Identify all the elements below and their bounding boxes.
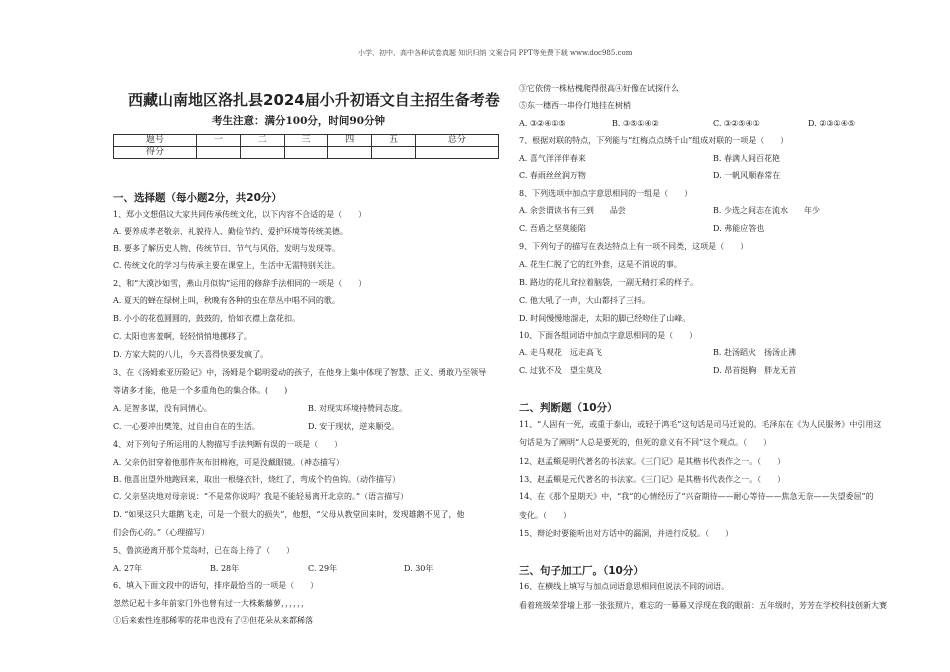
option: D. 弗能应答也 bbox=[713, 224, 765, 233]
question-16: 16、在横线上填写与加点词语意思相同但说法不同的词语。 bbox=[519, 582, 730, 591]
question-6-text: 忽然记起十多年前家门外也曾有过一大株紫藤萝，，，，，， bbox=[113, 599, 309, 608]
option: D. 方家大院的八儿，今天喜得快要发疯了。 bbox=[113, 350, 269, 359]
score-input-cell[interactable] bbox=[372, 147, 416, 159]
option: A. 夏天的蝉在绿树上叫，秋晚有各种的虫在草丛中唱不同的歌。 bbox=[113, 296, 340, 305]
question-6: 6、填入下面文段中的语句，排序最恰当的一项是（ ） bbox=[113, 581, 319, 590]
option: B. 28年 bbox=[210, 564, 240, 573]
option: B. 他喜出望外地跑回来，取出一根缝衣针，烧红了，弯成个钓鱼钩。（动作描写） bbox=[113, 475, 400, 484]
question-1: 1、郑小文想倡议大家共同传承传统文化，以下内容不合适的是（ ） bbox=[113, 210, 367, 219]
score-cell: 三 bbox=[284, 135, 328, 147]
question-10: 10、下面各组词语中加点字意思相同的是（ ） bbox=[519, 331, 698, 340]
score-cell: 总分 bbox=[415, 135, 498, 147]
question-3: 3、在《汤姆索亚历险记》中，汤姆是个聪明爱动的孩子，在他身上集中体现了智慧、正义、勇敢乃至领导 bbox=[113, 368, 487, 377]
score-input-cell[interactable] bbox=[284, 147, 328, 159]
question-8: 8、下列选项中加点字意思相同的一组是（ ） bbox=[519, 189, 693, 198]
section-heading-choice: 一、选择题（每小题2分，共20分） bbox=[113, 192, 282, 204]
question-5: 5、鲁滨逊离开那个荒岛时，已在岛上待了（ ） bbox=[113, 546, 295, 555]
score-table bbox=[113, 134, 499, 159]
option: A. 花生仁脱了它的红外套，这是不消说的事。 bbox=[519, 260, 682, 269]
option: A. 27年 bbox=[113, 564, 143, 573]
option: B. 对现实环境持赞同态度。 bbox=[308, 404, 407, 413]
option: C. 29年 bbox=[308, 564, 338, 573]
score-table-score-row bbox=[114, 147, 499, 159]
option: A. ③②④①⑤ bbox=[519, 119, 566, 128]
option: A. 余尝谓读书有三到 品尝 bbox=[519, 206, 626, 215]
score-cell: 得分 bbox=[114, 147, 197, 159]
question-6-items: ⑤东一穗西一串伶仃地挂在树梢 bbox=[519, 101, 631, 110]
option: A. 走马观花 远走高飞 bbox=[519, 348, 602, 357]
question-3-cont: 等诸多才能，他是一个多重角色的集合体。( ) bbox=[113, 386, 288, 395]
option: A. 要养成孝老敬亲、礼貌待人、勤俭节约、爱护环境等传统美德。 bbox=[113, 227, 348, 236]
option: B. ③⑤①④② bbox=[612, 119, 659, 128]
option: B. 小小的花苞圆圆的，鼓鼓的，恰如衣襟上盘花扣。 bbox=[113, 314, 300, 323]
option: B. 少选之间志在流水 年少 bbox=[713, 206, 820, 215]
question-9: 9、下列句子的描写在表达特点上有一项不同类，这项是（ ） bbox=[519, 242, 749, 251]
question-11-cont: 句话是为了阐明“人总是要死的，但死的意义有不同”这个观点。（ ） bbox=[519, 438, 772, 447]
option: C. 他大吼了一声，大山都抖了三抖。 bbox=[519, 296, 650, 305]
score-input-cell[interactable] bbox=[240, 147, 284, 159]
option: C. 太阳也害羞啊，轻轻悄悄地挪移了。 bbox=[113, 332, 252, 341]
question-14: 14、在《那个星期天》中，“我”的心情经历了“兴奋期待——耐心等待——焦急无奈——失望委屈”的 bbox=[519, 492, 874, 501]
question-7: 7、根据对联的特点，下列能与“红梅点点绣千山”组成对联的一项是（ ） bbox=[519, 136, 789, 145]
question-16-text: 看着班级荣誉墙上那一张张照片，难忘的一幕幕又浮现在我的眼前：五年级时，芳芳在学校科技创新大赛 bbox=[519, 601, 887, 610]
option: C. 春雨丝丝润万物 bbox=[519, 171, 586, 180]
question-13: 13、赵孟頫是元代著名的书法家。《三门记》是其楷书代表作之一。（ ） bbox=[519, 475, 786, 484]
option: A. 喜气洋洋伴春来 bbox=[519, 154, 586, 163]
question-2: 2、和“大漠沙如雪，燕山月似钩”运用的修辞手法相同的一项是（ ） bbox=[113, 279, 367, 288]
score-cell: 五 bbox=[372, 135, 416, 147]
score-cell: 题号 bbox=[114, 135, 197, 147]
score-cell: 一 bbox=[197, 135, 241, 147]
option: D. 一帆风顺春常在 bbox=[713, 171, 781, 180]
score-input-cell[interactable] bbox=[197, 147, 241, 159]
section-heading-sentence: 三、句子加工厂。（10分） bbox=[519, 565, 644, 577]
option: D. “如果这只大雄鹅飞走，可是一个很大的损失”，他想，“父母从教堂回来时，发现雄鹅不见了，他 bbox=[113, 510, 465, 519]
option: C. ③②⑤④① bbox=[713, 119, 760, 128]
option: C. 传统文化的学习与传承主要在课堂上，生活中无需特别关注。 bbox=[113, 261, 340, 270]
score-input-cell[interactable] bbox=[415, 147, 498, 159]
option: C. 一心要冲出樊笼，过自由自在的生活。 bbox=[113, 422, 260, 431]
option: C. 父亲坚决地对母亲说：“不是常你说吗？我是不能轻易离开北京的。”（语言描写） bbox=[113, 492, 409, 501]
section-heading-judge: 二、判断题（10分） bbox=[519, 402, 618, 414]
option: B. 春满人间百花艳 bbox=[713, 154, 780, 163]
score-table-header-row bbox=[114, 135, 499, 147]
option: D. 时间慢慢地溜走，太阳的脚已经吻住了山峰。 bbox=[519, 314, 691, 323]
option: D. ②③①④⑤ bbox=[808, 119, 856, 128]
option: D. 昂首挺胸 胖龙无首 bbox=[713, 366, 797, 375]
option: A. 父亲仍旧穿着他那件灰布旧棉袍，可是没戴眼镜。（神态描写） bbox=[113, 458, 344, 467]
exam-notice: 考生注意：满分100分，时间90分钟 bbox=[212, 115, 386, 127]
question-6-items: ③它依傍一株枯槐爬得很高④好像在试探什么 bbox=[519, 84, 679, 93]
question-12: 12、赵孟頫是明代著名的书法家。《三门记》是其楷书代表作之一。（ ） bbox=[519, 457, 786, 466]
option: A. 足智多谋，没有同情心。 bbox=[113, 404, 212, 413]
option: C. 吾盾之坚莫能陷 bbox=[519, 224, 586, 233]
option: B. 要多了解历史人物、传统节日、节气与风俗、发明与发现等。 bbox=[113, 244, 340, 253]
question-15: 15、辩论时要能听出对方话中的漏洞，并进行反驳。（ ） bbox=[519, 529, 734, 538]
question-6-items: ①后来索性连那稀零的花串也没有了②但花朵从来都稀落 bbox=[113, 616, 313, 625]
score-cell: 二 bbox=[240, 135, 284, 147]
option: B. 赴汤蹈火 扬汤止沸 bbox=[713, 348, 796, 357]
exam-title: 西藏山南地区洛扎县2024届小升初语文自主招生备考卷 bbox=[128, 91, 500, 109]
option: C. 过犹不及 望尘莫及 bbox=[519, 366, 602, 375]
question-11: 11、“人固有一死，或重于泰山，或轻于鸿毛”这句话是司马迁说的。毛泽东在《为人民服务》中引用这 bbox=[519, 420, 882, 429]
score-input-cell[interactable] bbox=[328, 147, 372, 159]
score-cell: 四 bbox=[328, 135, 372, 147]
option: B. 路边的花儿耷拉着脑袋，一副无精打采的样子。 bbox=[519, 278, 698, 287]
option: D. 安于现状，逆来顺受。 bbox=[308, 422, 400, 431]
question-4: 4、对下列句子所运用的人物描写手法判断有误的一项是（ ） bbox=[113, 440, 343, 449]
question-14-cont: 变化。（ ） bbox=[519, 511, 571, 520]
option: D. 30年 bbox=[404, 564, 434, 573]
option-cont: 们会伤心的。”（心理描写） bbox=[113, 528, 210, 537]
page-header: 小学、初中、高中各种试卷真题 知识归纳 文案合同 PPT等免费下载 www.doc985.com bbox=[358, 49, 633, 57]
